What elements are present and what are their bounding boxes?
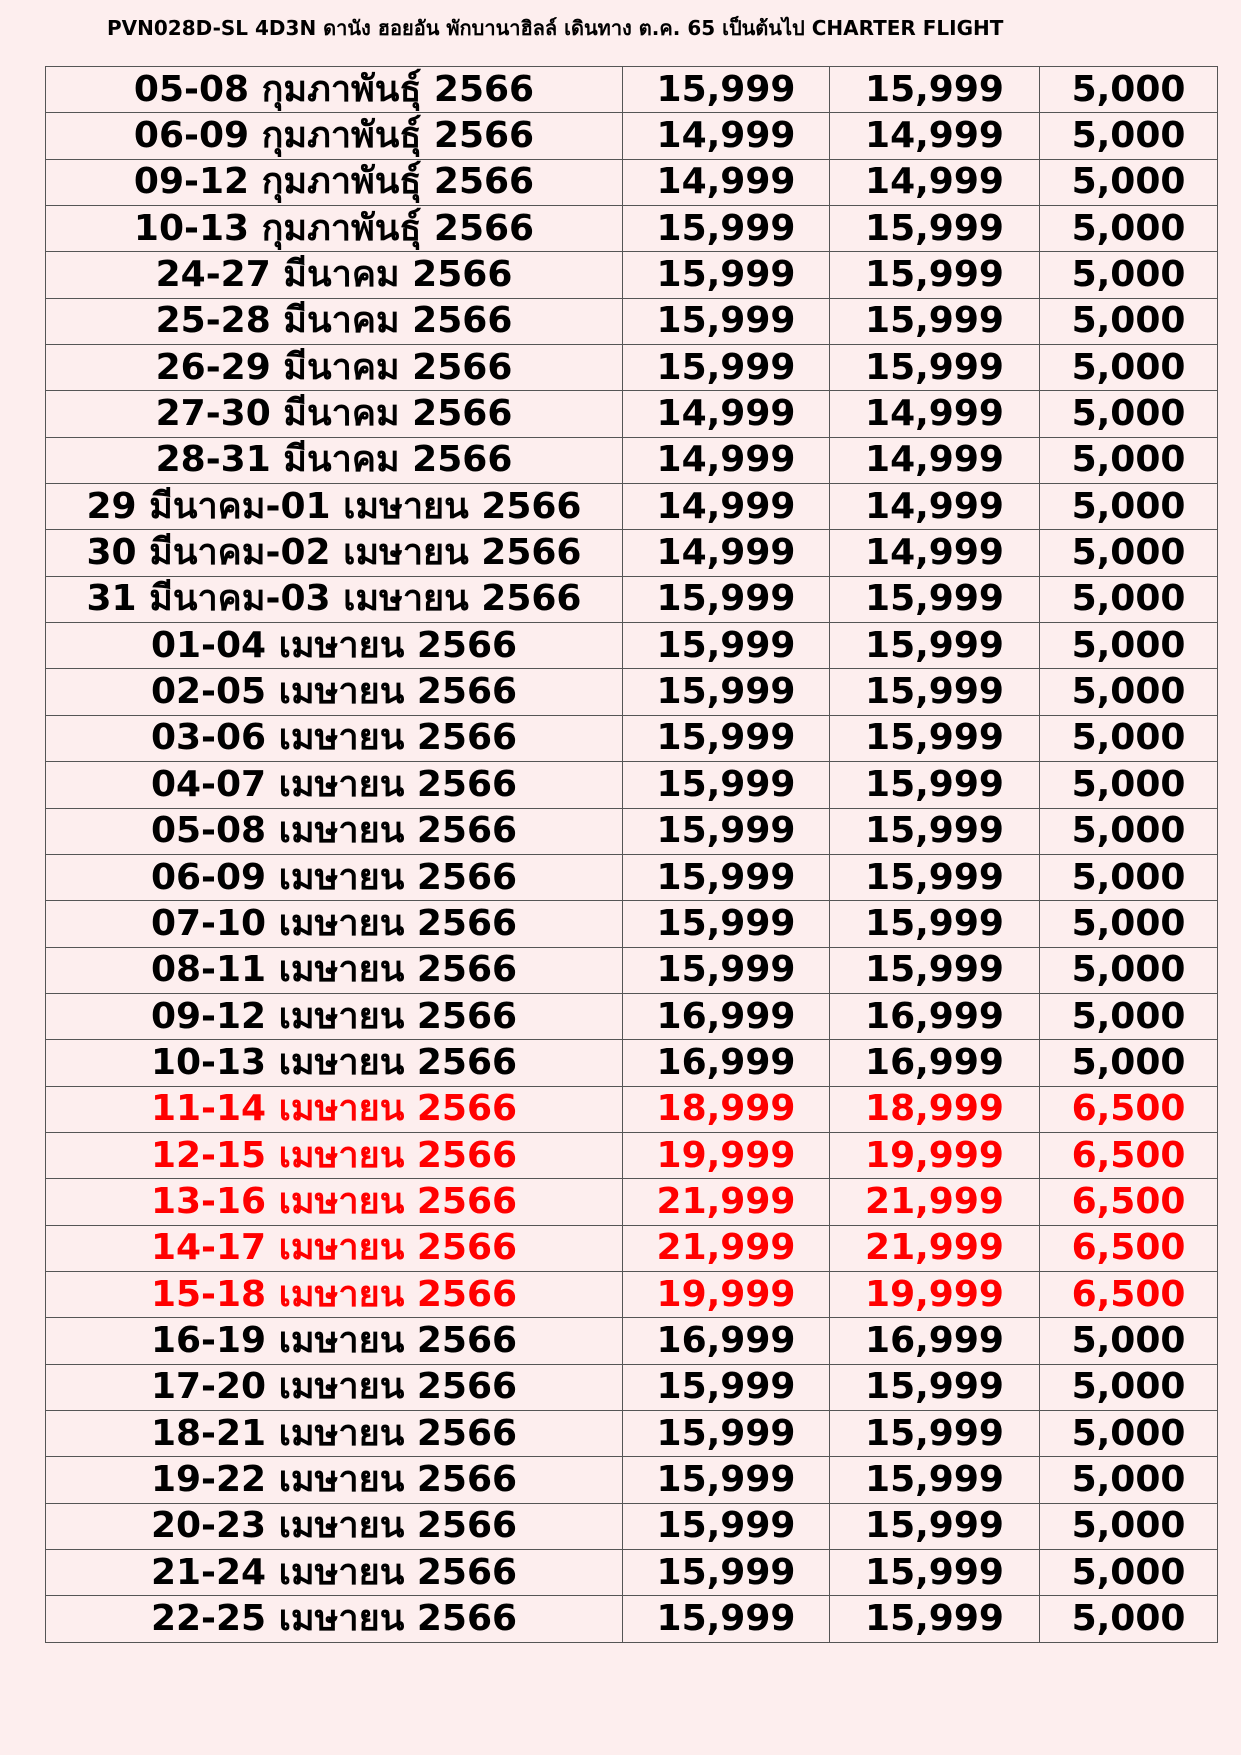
price-cell-3: 6,500 — [1040, 1271, 1218, 1317]
date-cell: 12-15 เมษายน 2566 — [46, 1132, 623, 1178]
price-cell-3: 5,000 — [1040, 623, 1218, 669]
price-cell-2: 15,999 — [830, 623, 1040, 669]
price-cell-3: 5,000 — [1040, 715, 1218, 761]
price-cell-2: 15,999 — [830, 576, 1040, 622]
table-row — [46, 1040, 1218, 1086]
table-row — [46, 854, 1218, 900]
price-cell-3: 5,000 — [1040, 345, 1218, 391]
table-row — [46, 1086, 1218, 1132]
date-cell: 13-16 เมษายน 2566 — [46, 1179, 623, 1225]
price-cell-1: 14,999 — [623, 113, 830, 159]
price-cell-3: 5,000 — [1040, 1410, 1218, 1456]
table-row — [46, 345, 1218, 391]
price-cell-1: 16,999 — [623, 1040, 830, 1086]
price-cell-3: 5,000 — [1040, 576, 1218, 622]
price-cell-2: 14,999 — [830, 391, 1040, 437]
price-cell-1: 15,999 — [623, 576, 830, 622]
table-row — [46, 530, 1218, 576]
date-cell: 02-05 เมษายน 2566 — [46, 669, 623, 715]
table-row — [46, 1271, 1218, 1317]
date-cell: 29 มีนาคม-01 เมษายน 2566 — [46, 484, 623, 530]
table-row — [46, 947, 1218, 993]
date-cell: 06-09 กุมภาพันธุ์ 2566 — [46, 113, 623, 159]
table-row — [46, 113, 1218, 159]
price-table-body — [46, 67, 1218, 1643]
price-cell-1: 15,999 — [623, 67, 830, 113]
table-row — [46, 206, 1218, 252]
price-cell-2: 15,999 — [830, 1596, 1040, 1642]
price-cell-3: 5,000 — [1040, 808, 1218, 854]
table-row — [46, 623, 1218, 669]
date-cell: 10-13 กุมภาพันธุ์ 2566 — [46, 206, 623, 252]
price-cell-1: 19,999 — [623, 1132, 830, 1178]
price-cell-3: 5,000 — [1040, 206, 1218, 252]
price-cell-2: 15,999 — [830, 252, 1040, 298]
price-cell-1: 14,999 — [623, 484, 830, 530]
date-cell: 05-08 เมษายน 2566 — [46, 808, 623, 854]
table-row — [46, 669, 1218, 715]
price-cell-1: 15,999 — [623, 1550, 830, 1596]
price-cell-1: 18,999 — [623, 1086, 830, 1132]
price-cell-3: 5,000 — [1040, 67, 1218, 113]
table-row — [46, 1132, 1218, 1178]
price-cell-1: 15,999 — [623, 854, 830, 900]
price-cell-1: 15,999 — [623, 1364, 830, 1410]
price-cell-3: 5,000 — [1040, 530, 1218, 576]
price-table — [45, 66, 1218, 1643]
price-cell-2: 16,999 — [830, 993, 1040, 1039]
price-cell-2: 18,999 — [830, 1086, 1040, 1132]
price-cell-1: 16,999 — [623, 1318, 830, 1364]
price-cell-3: 6,500 — [1040, 1225, 1218, 1271]
price-cell-3: 5,000 — [1040, 252, 1218, 298]
price-cell-2: 15,999 — [830, 669, 1040, 715]
date-cell: 01-04 เมษายน 2566 — [46, 623, 623, 669]
price-cell-1: 15,999 — [623, 1596, 830, 1642]
table-row — [46, 1596, 1218, 1642]
price-cell-1: 15,999 — [623, 1457, 830, 1503]
date-cell: 11-14 เมษายน 2566 — [46, 1086, 623, 1132]
table-row — [46, 1457, 1218, 1503]
date-cell: 06-09 เมษายน 2566 — [46, 854, 623, 900]
price-cell-1: 15,999 — [623, 206, 830, 252]
date-cell: 14-17 เมษายน 2566 — [46, 1225, 623, 1271]
date-cell: 17-20 เมษายน 2566 — [46, 1364, 623, 1410]
date-cell: 16-19 เมษายน 2566 — [46, 1318, 623, 1364]
price-cell-3: 5,000 — [1040, 113, 1218, 159]
date-cell: 04-07 เมษายน 2566 — [46, 762, 623, 808]
price-cell-3: 5,000 — [1040, 298, 1218, 344]
table-row — [46, 391, 1218, 437]
price-cell-3: 5,000 — [1040, 669, 1218, 715]
price-cell-3: 5,000 — [1040, 762, 1218, 808]
date-cell: 22-25 เมษายน 2566 — [46, 1596, 623, 1642]
date-cell: 15-18 เมษายน 2566 — [46, 1271, 623, 1317]
table-row — [46, 67, 1218, 113]
price-cell-3: 5,000 — [1040, 993, 1218, 1039]
date-cell: 24-27 มีนาคม 2566 — [46, 252, 623, 298]
date-cell: 09-12 เมษายน 2566 — [46, 993, 623, 1039]
price-cell-1: 14,999 — [623, 437, 830, 483]
price-cell-2: 15,999 — [830, 715, 1040, 761]
price-cell-3: 5,000 — [1040, 1550, 1218, 1596]
table-row — [46, 993, 1218, 1039]
table-row — [46, 1550, 1218, 1596]
price-cell-2: 19,999 — [830, 1132, 1040, 1178]
price-cell-1: 16,999 — [623, 993, 830, 1039]
price-cell-3: 5,000 — [1040, 1503, 1218, 1549]
table-row — [46, 762, 1218, 808]
table-row — [46, 252, 1218, 298]
table-row — [46, 901, 1218, 947]
price-cell-2: 15,999 — [830, 808, 1040, 854]
price-cell-1: 15,999 — [623, 252, 830, 298]
price-cell-1: 14,999 — [623, 530, 830, 576]
price-cell-2: 19,999 — [830, 1271, 1040, 1317]
table-row — [46, 484, 1218, 530]
price-cell-1: 15,999 — [623, 901, 830, 947]
price-cell-3: 5,000 — [1040, 159, 1218, 205]
price-cell-1: 15,999 — [623, 715, 830, 761]
date-cell: 08-11 เมษายน 2566 — [46, 947, 623, 993]
table-row — [46, 1364, 1218, 1410]
date-cell: 31 มีนาคม-03 เมษายน 2566 — [46, 576, 623, 622]
price-cell-3: 6,500 — [1040, 1179, 1218, 1225]
price-cell-2: 14,999 — [830, 437, 1040, 483]
price-cell-3: 6,500 — [1040, 1086, 1218, 1132]
price-cell-2: 16,999 — [830, 1318, 1040, 1364]
price-cell-3: 5,000 — [1040, 1364, 1218, 1410]
table-row — [46, 1410, 1218, 1456]
date-cell: 21-24 เมษายน 2566 — [46, 1550, 623, 1596]
date-cell: 20-23 เมษายน 2566 — [46, 1503, 623, 1549]
price-cell-3: 5,000 — [1040, 1596, 1218, 1642]
price-cell-3: 5,000 — [1040, 1040, 1218, 1086]
price-cell-2: 15,999 — [830, 1550, 1040, 1596]
date-cell: 07-10 เมษายน 2566 — [46, 901, 623, 947]
date-cell: 26-29 มีนาคม 2566 — [46, 345, 623, 391]
date-cell: 25-28 มีนาคม 2566 — [46, 298, 623, 344]
price-cell-1: 15,999 — [623, 947, 830, 993]
date-cell: 28-31 มีนาคม 2566 — [46, 437, 623, 483]
price-cell-2: 14,999 — [830, 159, 1040, 205]
price-cell-2: 15,999 — [830, 1503, 1040, 1549]
table-row — [46, 1179, 1218, 1225]
table-row — [46, 437, 1218, 483]
table-row — [46, 298, 1218, 344]
price-cell-1: 15,999 — [623, 808, 830, 854]
price-cell-1: 14,999 — [623, 159, 830, 205]
price-cell-2: 14,999 — [830, 113, 1040, 159]
price-cell-1: 15,999 — [623, 345, 830, 391]
price-cell-2: 14,999 — [830, 530, 1040, 576]
price-cell-2: 16,999 — [830, 1040, 1040, 1086]
price-cell-1: 15,999 — [623, 1503, 830, 1549]
price-cell-2: 15,999 — [830, 901, 1040, 947]
table-row — [46, 1503, 1218, 1549]
table-row — [46, 808, 1218, 854]
price-cell-3: 5,000 — [1040, 1318, 1218, 1364]
date-cell: 18-21 เมษายน 2566 — [46, 1410, 623, 1456]
price-cell-2: 15,999 — [830, 298, 1040, 344]
price-cell-3: 5,000 — [1040, 391, 1218, 437]
price-cell-3: 5,000 — [1040, 854, 1218, 900]
price-cell-2: 15,999 — [830, 947, 1040, 993]
price-cell-1: 15,999 — [623, 298, 830, 344]
date-cell: 27-30 มีนาคม 2566 — [46, 391, 623, 437]
table-row — [46, 576, 1218, 622]
price-cell-1: 15,999 — [623, 623, 830, 669]
date-cell: 05-08 กุมภาพันธุ์ 2566 — [46, 67, 623, 113]
date-cell: 19-22 เมษายน 2566 — [46, 1457, 623, 1503]
price-cell-1: 19,999 — [623, 1271, 830, 1317]
price-cell-1: 21,999 — [623, 1225, 830, 1271]
price-cell-2: 21,999 — [830, 1179, 1040, 1225]
price-cell-2: 15,999 — [830, 762, 1040, 808]
table-row — [46, 715, 1218, 761]
price-cell-1: 15,999 — [623, 1410, 830, 1456]
price-cell-3: 5,000 — [1040, 947, 1218, 993]
date-cell: 10-13 เมษายน 2566 — [46, 1040, 623, 1086]
price-cell-3: 5,000 — [1040, 484, 1218, 530]
price-cell-3: 5,000 — [1040, 1457, 1218, 1503]
price-cell-2: 15,999 — [830, 1457, 1040, 1503]
price-cell-1: 15,999 — [623, 669, 830, 715]
price-cell-3: 5,000 — [1040, 901, 1218, 947]
price-cell-1: 21,999 — [623, 1179, 830, 1225]
date-cell: 03-06 เมษายน 2566 — [46, 715, 623, 761]
table-row — [46, 159, 1218, 205]
price-cell-1: 15,999 — [623, 762, 830, 808]
document-title: PVN028D-SL 4D3N ดานัง ฮอยอัน พักบานาฮิลล์ เดินทาง ต.ค. 65 เป็นต้นไป CHARTER FLIGHT — [107, 16, 1004, 40]
table-row — [46, 1225, 1218, 1271]
date-cell: 30 มีนาคม-02 เมษายน 2566 — [46, 530, 623, 576]
date-cell: 09-12 กุมภาพันธุ์ 2566 — [46, 159, 623, 205]
price-cell-3: 5,000 — [1040, 437, 1218, 483]
table-row — [46, 1318, 1218, 1364]
price-cell-1: 14,999 — [623, 391, 830, 437]
price-cell-2: 15,999 — [830, 1410, 1040, 1456]
price-cell-2: 15,999 — [830, 67, 1040, 113]
price-cell-2: 15,999 — [830, 206, 1040, 252]
price-cell-3: 6,500 — [1040, 1132, 1218, 1178]
price-cell-2: 15,999 — [830, 1364, 1040, 1410]
price-cell-2: 15,999 — [830, 854, 1040, 900]
price-cell-2: 21,999 — [830, 1225, 1040, 1271]
price-cell-2: 14,999 — [830, 484, 1040, 530]
price-cell-2: 15,999 — [830, 345, 1040, 391]
